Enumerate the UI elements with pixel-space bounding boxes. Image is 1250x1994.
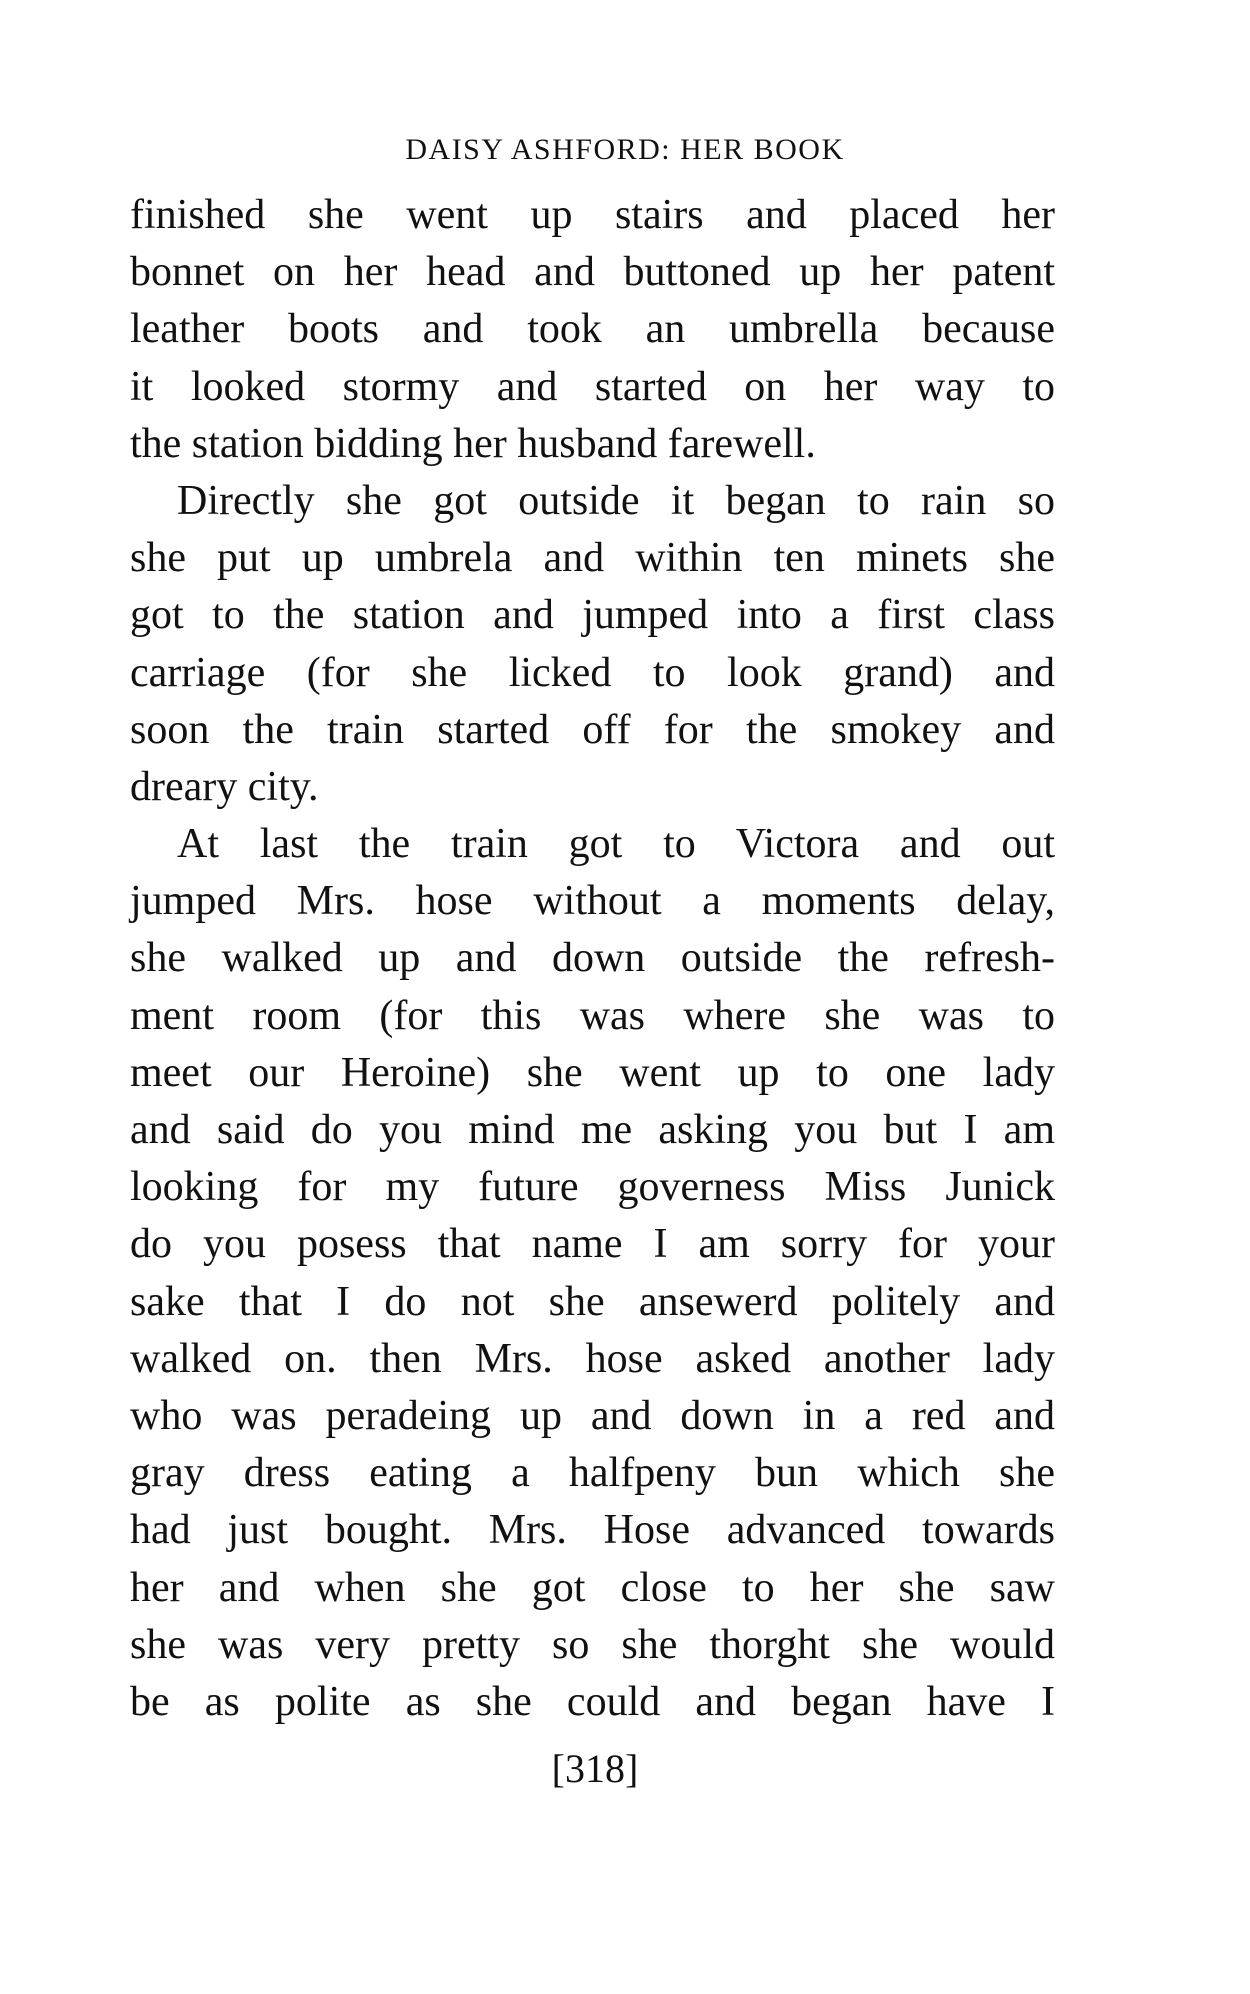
text-line: who was peradeing up and down in a red and (130, 1392, 1055, 1439)
running-head: DAISY ASHFORD: HER BOOK (405, 133, 845, 166)
paragraph-end-line: the station bidding her husband farewell. (130, 420, 816, 467)
body-text (130, 187, 1055, 1731)
text-line: walked on. then Mrs. hose asked another lady (130, 1335, 1055, 1382)
text-line: finished she went up stairs and placed her (130, 192, 1055, 238)
text-line: soon the train started off for the smokey and (130, 706, 1055, 753)
page-number: [318] (551, 1746, 639, 1791)
text-line: looking for my future governess Miss Junick (130, 1164, 1055, 1211)
text-line: she put up umbrela and within ten minets she (130, 535, 1055, 582)
text-line: meet our Heroine) she went up to one lady (130, 1049, 1055, 1096)
text-line: carriage (for she licked to look grand) and (130, 649, 1055, 696)
paragraph-start-line: Directly she got outside it began to rain so (177, 477, 1055, 524)
text-line: jumped Mrs. hose without a moments delay, (130, 878, 1055, 925)
text-line: got to the station and jumped into a first class (130, 592, 1055, 639)
paragraph-end-line: dreary city. (130, 763, 319, 810)
text-line: she was very pretty so she thorght she would (130, 1621, 1055, 1668)
text-line: it looked stormy and started on her way to (130, 363, 1055, 410)
paragraph-start-line: At last the train got to Victora and out (177, 821, 1055, 868)
text-line: and said do you mind me asking you but I am (130, 1107, 1055, 1153)
text-line: gray dress eating a halfpeny bun which she (130, 1450, 1055, 1497)
text-line: sake that I do not she ansewerd politely and (130, 1278, 1055, 1325)
text-line: do you posess that name I am sorry for your (130, 1221, 1055, 1268)
text-line: leather boots and took an umbrella because (130, 306, 1055, 353)
text-line: bonnet on her head and buttoned up her patent (130, 249, 1055, 296)
text-line: her and when she got close to her she saw (130, 1564, 1055, 1611)
text-line: be as polite as she could and began have I (130, 1678, 1055, 1725)
text-line: ment room (for this was where she was to (130, 992, 1055, 1039)
text-line: she walked up and down outside the refresh- (130, 935, 1055, 982)
text-line: had just bought. Mrs. Hose advanced towards (130, 1507, 1055, 1554)
